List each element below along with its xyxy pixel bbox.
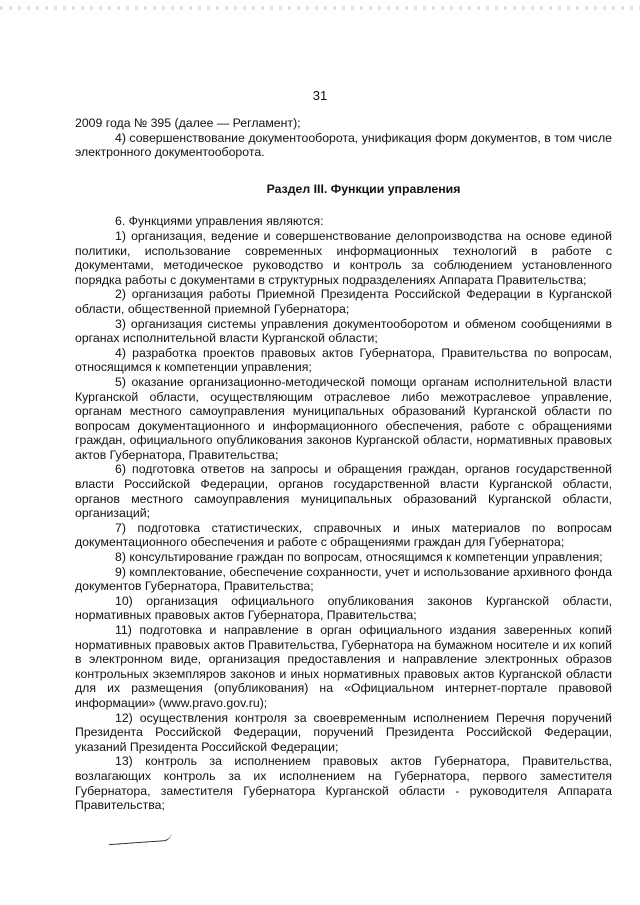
paragraph: 6. Функциями управления являются: xyxy=(115,214,324,229)
document-body xyxy=(75,116,612,813)
list-item: 10) организация официального опубликования законов Курганской области, нормативных правовых актов Губернатора, Правительства; xyxy=(75,593,612,623)
list-item: 6) подготовка ответов на запросы и обращения граждан, органов государственной власти Российской Федерации, органов государственной власти Курганской области, органов местного самоуправления муниципальных образований Курганской области, организаций; xyxy=(75,462,612,521)
list-item: 2) организация работы Приемной Президента Российской Федерации в Курганской области, общественной приемной Губернатора; xyxy=(75,287,612,316)
list-item: 11) подготовка и направление в орган официального издания заверенных копий нормативных правовых актов Правительства, Губернатора на бумажном носителе и их копий в электронном виде, организация предоставления и направление электронных образов контрольных экземпляров законов и иных нормативных правовых актов Курганской области для их размещения (опубликования) на «Официальном интернет-портале правовой информации» (www.pravo.gov.ru); xyxy=(75,623,612,710)
list-item: 4) разработка проектов правовых актов Губернатора, Правительства по вопросам, относящимся к компетенции управления; xyxy=(75,345,612,375)
handwritten-mark xyxy=(108,832,172,845)
list-item: 8) консультирование граждан по вопросам, относящимся к компетенции управления; xyxy=(115,550,603,565)
list-item: 7) подготовка статистических, справочных и иных материалов по вопросам документационного обеспечения и работе с обращениями граждан для Губернатора; xyxy=(75,520,612,550)
paragraph: 2009 года № 395 (далее — Регламент); xyxy=(75,116,301,130)
list-item: 5) оказание организационно-методической помощи органам исполнительной власти Курганской области, осуществляющим отраслевое либо межотраслевое управление, органам местного самоуправления муниципальных образований Курганской области по вопросам документационного и информационного обеспечения, работе с обращениями граждан, официального опубликования законов Курганской области, нормативных правовых актов Губернатора, Правительства; xyxy=(75,374,612,462)
list-item: 1) организация, ведение и совершенствование делопроизводства на основе единой политики, использование современных информационных технологий в работе с документами, методическое руководство и контроль за соблюдением установленного порядка работы с документами в структурных подразделениях Аппарата Правительства; xyxy=(75,228,612,287)
list-item: 13) контроль за исполнением правовых актов Губернатора, Правительства, возлагающих контроль за их исполнением на Губернатора, первого заместителя Губернатора, заместителя Губернатора Курганской области - руководителя Аппарата Правительства; xyxy=(75,754,612,813)
page-number: 31 xyxy=(312,88,328,103)
list-item: 12) осуществления контроля за своевременным исполнением Перечня поручений Президента Российской Федерации, поручений Президента Российской Федерации, указаний Президента Российской Федерации; xyxy=(75,710,612,754)
list-item: 3) организация системы управления документооборотом и обменом сообщениями в органах исполнительной власти Курганской области; xyxy=(75,316,612,346)
list-item: 9) комплектование, обеспечение сохранности, учет и использование архивного фонда документов Губернатора, Правительства; xyxy=(75,564,612,594)
paragraph: 4) совершенствование документооборота, унификация форм документов, в том числе электронного документооборота. xyxy=(75,130,612,160)
section-heading: Раздел III. Функции управления xyxy=(266,181,461,196)
scan-artifact xyxy=(0,6,640,10)
